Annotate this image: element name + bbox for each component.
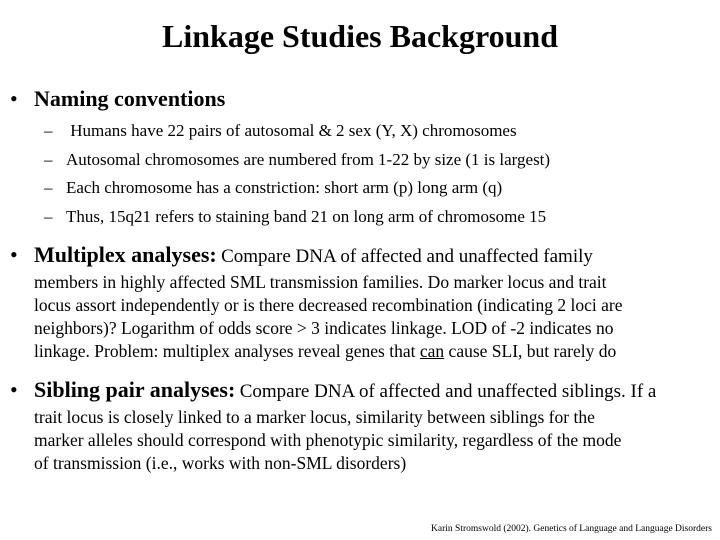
list-item-text: Each chromosome has a constriction: short arm (p) long arm (q)	[66, 178, 503, 197]
list-item-text: Thus, 15q21 refers to staining band 21 on long arm of chromosome 15	[66, 206, 547, 226]
bullet-marker: •	[10, 242, 18, 267]
list-item-text: Autosomal chromosomes are numbered from 1-22 by size (1 is largest)	[66, 149, 551, 169]
list-item	[44, 117, 550, 146]
emphasized-word: can	[419, 341, 445, 361]
list-item	[44, 146, 550, 175]
paragraph-text: cause SLI, but rarely do	[444, 341, 617, 361]
dash-marker: –	[44, 149, 53, 169]
naming-conventions-list	[44, 117, 550, 231]
footer-citation: Karin Stromswold (2002). Genetics of Language and Language Disorders	[431, 524, 712, 534]
paragraph-text: neighbors)? Logarithm of odds score > 3 indicates linkage. LOD of -2 indicates no	[34, 318, 614, 338]
list-item	[44, 174, 550, 203]
sibling-pair-analyses-paragraph	[34, 376, 714, 475]
paragraph-text: locus assort independently or is there decreased recombination (indicating 2 loci are	[34, 295, 623, 315]
section-heading-sibling-pair-analyses: Sibling pair analyses:	[34, 377, 236, 402]
multiplex-analyses-paragraph	[34, 241, 714, 363]
dash-marker: –	[44, 178, 53, 197]
dash-marker: –	[44, 121, 53, 140]
paragraph-text: linkage. Problem: multiplex analyses reveal genes that	[34, 341, 420, 361]
paragraph-text: members in highly affected SML transmission families. Do marker locus and trait	[34, 272, 607, 292]
paragraph-text: Compare DNA of affected and unaffected family	[221, 246, 593, 267]
list-item-text: Humans have 22 pairs of autosomal & 2 sex (Y, X) chromosomes	[66, 121, 517, 140]
bullet-marker: •	[10, 377, 18, 402]
paragraph-text: trait locus is closely linked to a marker locus, similarity between siblings for the	[34, 407, 595, 427]
section-heading-naming-conventions: Naming conventions	[34, 86, 226, 111]
paragraph-text-with-emphasis	[34, 340, 714, 363]
paragraph-text: Compare DNA of affected and unaffected siblings. If a	[239, 381, 657, 402]
section-heading-multiplex-analyses: Multiplex analyses:	[34, 242, 217, 267]
bullet-marker: •	[10, 86, 18, 111]
paragraph-text: of transmission (i.e., works with non-SML disorders)	[34, 453, 407, 473]
paragraph-text: marker alleles should correspond with phenotypic similarity, regardless of the mode	[34, 430, 622, 450]
dash-marker: –	[44, 206, 53, 226]
slide-title: Linkage Studies Background	[162, 18, 558, 54]
list-item	[44, 203, 550, 232]
